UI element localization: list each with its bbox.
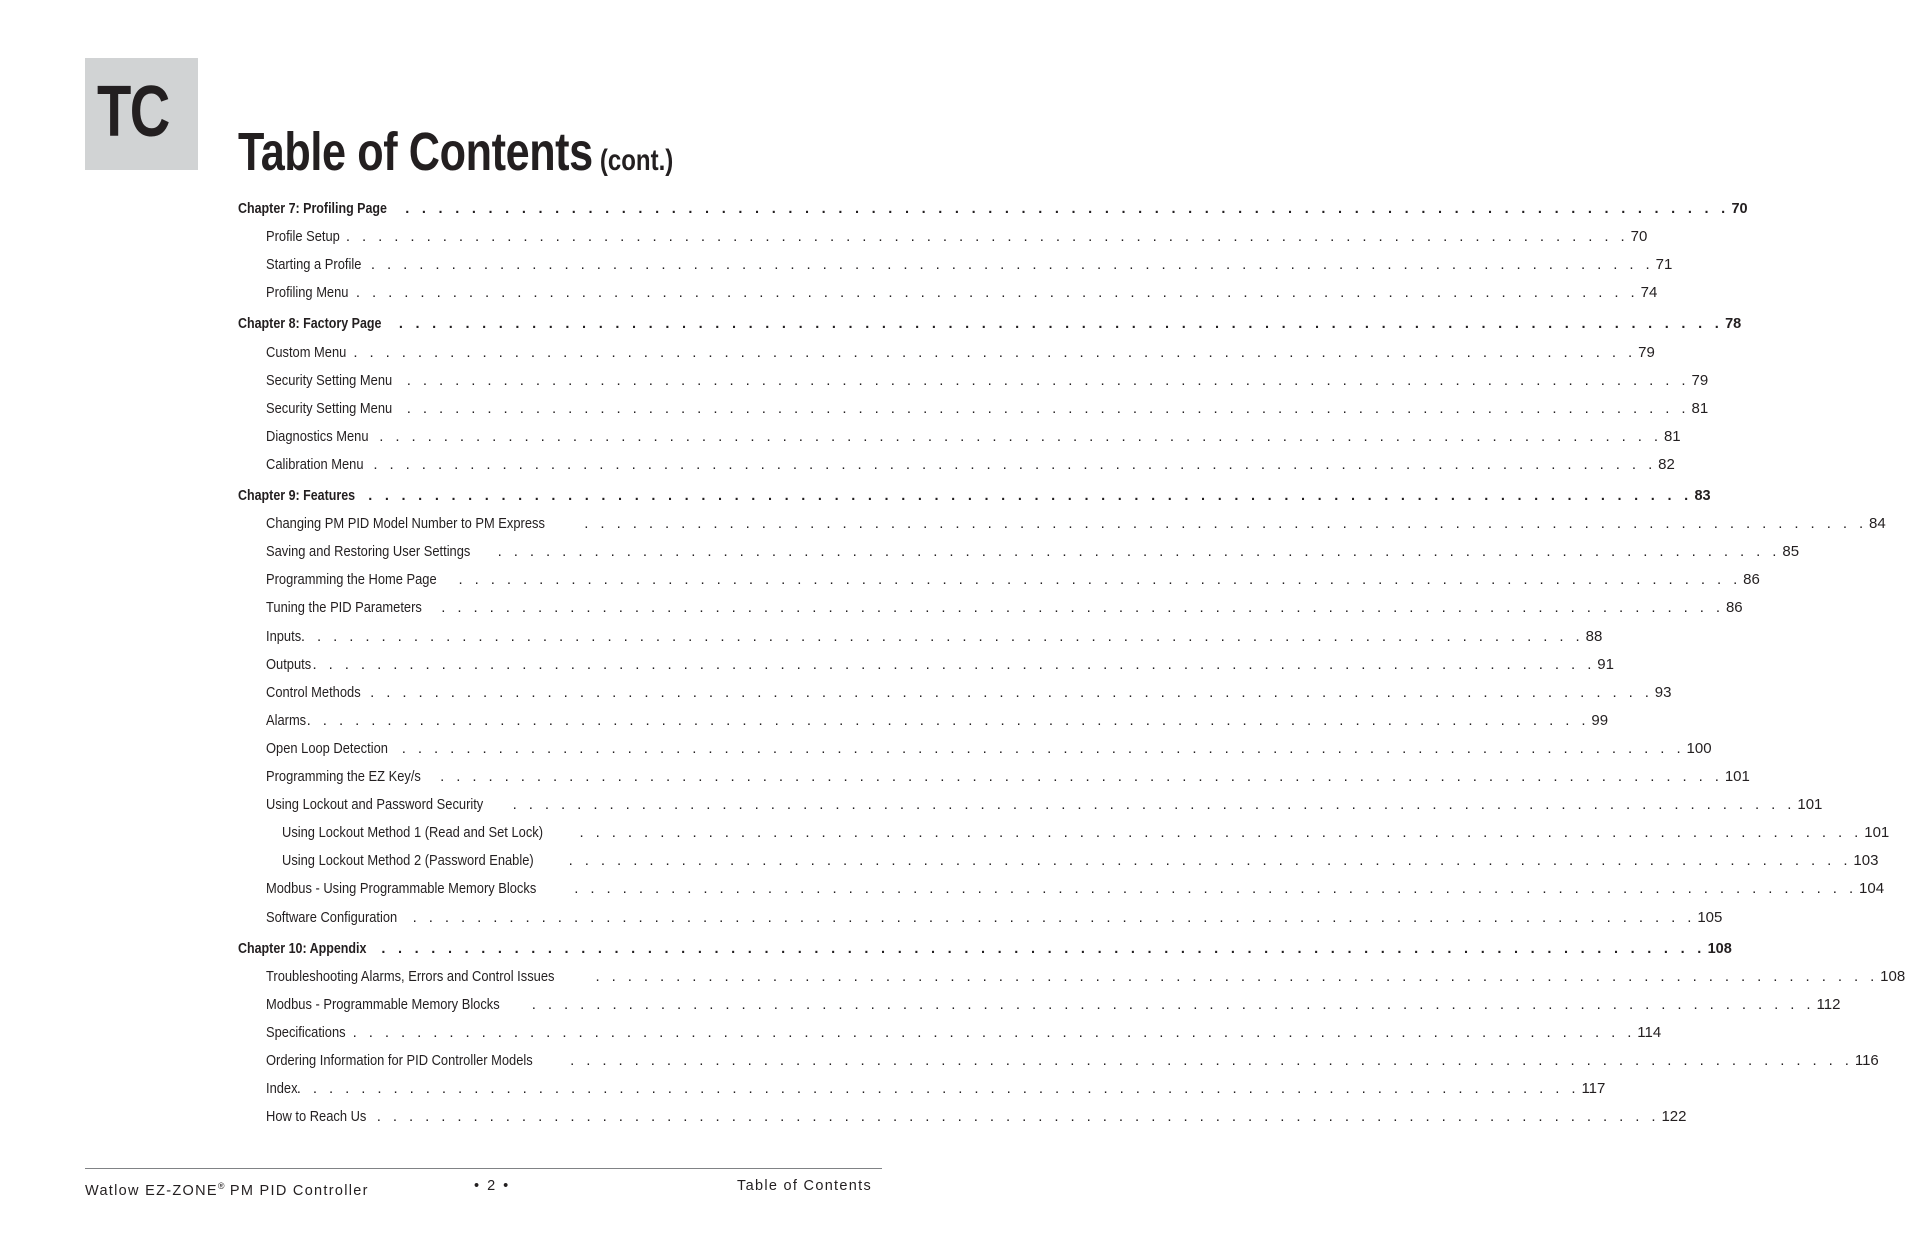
toc-entry-label: Control Methods	[266, 683, 361, 701]
toc-entry-page: 108	[1707, 940, 1732, 957]
toc-chapter-entry[interactable]	[238, 936, 1732, 962]
toc-section-entry[interactable]	[238, 652, 1614, 678]
toc-entry-label: Using Lockout Method 2 (Password Enable)	[282, 852, 534, 870]
dot-leader: . . . . . . . . . . . . . . . . . . . . . . . . . . . . . . . . . . . . . . . . . . . . . . . . . . . . . . . . . . . . . . . . . . . . . . . . . . . . . . . .	[306, 711, 1590, 729]
dot-leader: . . . . . . . . . . . . . . . . . . . . . . . . . . . . . . . . . . . . . . . . . . . . . . . . . . . . . . . . . . . . . . . . . . . . . . . . . . . . . . . .	[579, 824, 1863, 842]
chapter-badge-text: TC	[97, 72, 169, 152]
toc-entry-label: Using Lockout and Password Security	[266, 796, 484, 814]
dot-leader: . . . . . . . . . . . . . . . . . . . . . . . . . . . . . . . . . . . . . . . . . . . . . . . . . . . . . . . . . . . . . . . . . . . . . . . . . . . . . . . .	[531, 995, 1815, 1013]
toc-section-entry[interactable]	[238, 452, 1675, 478]
toc-section-entry[interactable]	[238, 252, 1673, 278]
dot-leader: . . . . . . . . . . . . . . . . . . . . . . . . . . . . . . . . . . . . . . . . . . . . . . . . . . . . . . . . . . . . . . . . . . . . . . . . . . . . . . . .	[373, 455, 1657, 473]
toc-entry-page: 108	[1880, 967, 1905, 985]
toc-section-entry[interactable]	[238, 876, 1885, 902]
toc-section-entry[interactable]	[238, 1020, 1662, 1046]
toc-section-entry[interactable]	[238, 624, 1603, 650]
toc-entry-page: 82	[1658, 455, 1675, 473]
toc-entry-page: 84	[1869, 515, 1886, 533]
dot-leader: . . . . . . . . . . . . . . . . . . . . . . . . . . . . . . . . . . . . . . . . . . . . . . . . . . . . . . . . . . . . . . . . . . . . . . . . . . . . . . . .	[574, 880, 1858, 898]
toc-section-entry[interactable]	[238, 905, 1723, 931]
toc-entry-page: 112	[1816, 995, 1841, 1013]
dot-leader: . . . . . . . . . . . . . . . . . . . . . . . . . . . . . . . . . . . . . . . . . . . . . . . . . . . . . . . . . . . . . . . . . . . . . . . . . . . . . . . .	[497, 543, 1781, 561]
toc-entry-page: 122	[1661, 1108, 1687, 1126]
toc-entry-page: 117	[1581, 1080, 1606, 1098]
dot-leader: . . . . . . . . . . . . . . . . . . . . . . . . . . . . . . . . . . . . . . . . . . . . . . . . . . . . . . . . . . . . . . . . . . . . . . . . . . . . . . . .	[376, 1108, 1660, 1126]
toc-entry-page: 93	[1654, 683, 1672, 701]
toc-entry-label: Chapter 10: Appendix	[238, 940, 367, 957]
toc-section-entry[interactable]	[238, 992, 1841, 1018]
toc-entry-label: Ordering Information for PID Controller Models	[266, 1052, 533, 1069]
footer-page-number: • 2 •	[474, 1178, 509, 1194]
toc-section-entry[interactable]	[238, 567, 1760, 593]
toc-entry-label: Chapter 8: Factory Page	[238, 316, 382, 333]
toc-entry-label: Saving and Restoring User Settings	[266, 543, 471, 561]
toc-entry-page: 103	[1853, 852, 1879, 870]
dot-leader: . . . . . . . . . . . . . . . . . . . . . . . . . . . . . . . . . . . . . . . . . . . . . . . . . . . . . . . . . . . . . . . . . . . . . . . . . . . . . . . .	[570, 1052, 1853, 1069]
dot-leader: . . . . . . . . . . . . . . . . . . . . . . . . . . . . . . . . . . . . . . . . . . . . . . . . . . . . . . . . . . . . . . . . . . . . . . . . . . . . . . . .	[352, 1023, 1636, 1041]
dot-leader: . . . . . . . . . . . . . . . . . . . . . . . . . . . . . . . . . . . . . . . . . . . . . . . . . . . . . . . . . . . . . . . . . . . . . . . . . . . . . . . .	[370, 683, 1653, 701]
dot-leader: . . . . . . . . . . . . . . . . . . . . . . . . . . . . . . . . . . . . . . . . . . . . . . . . . . . . . . . . . . . . . . . . . . . . . . . . . . . . . . . .	[345, 228, 1629, 246]
toc-section-entry[interactable]	[238, 368, 1709, 394]
toc-entry-label: Index	[266, 1080, 298, 1098]
toc-section-entry[interactable]	[238, 964, 1905, 990]
toc-entry-label: Profiling Menu	[266, 284, 349, 302]
toc-entry-label: Custom Menu	[266, 343, 347, 361]
toc-entry-page: 74	[1640, 284, 1658, 302]
toc-entry-page: 91	[1597, 655, 1614, 673]
toc-entry-label: Security Setting Menu	[266, 371, 393, 389]
dot-leader: . . . . . . . . . . . . . . . . . . . . . . . . . . . . . . . . . . . . . . . . . . . . . . . . . . . . . . . . . . . . . . . . . . . . . . . . . . . . . . . .	[379, 427, 1662, 445]
toc-section-entry[interactable]	[238, 424, 1681, 450]
toc-entry-page: 99	[1591, 711, 1609, 729]
toc-entry-page: 86	[1725, 599, 1743, 617]
dot-leader: . . . . . . . . . . . . . . . . . . . . . . . . . . . . . . . . . . . . . . . . . . . . . . . . . . . . . . . . . . . . . . . . . . . . . . . . . . . . . . . .	[595, 967, 1879, 985]
toc-section-entry[interactable]	[238, 680, 1672, 706]
toc-entry-page: 88	[1585, 627, 1603, 645]
toc-entry-label: Changing PM PID Model Number to PM Express	[266, 515, 545, 533]
toc-section-entry[interactable]	[238, 820, 1890, 846]
toc-section-entry[interactable]	[238, 595, 1743, 621]
toc-entry-label: Specifications	[266, 1023, 346, 1041]
dot-leader: . . . . . . . . . . . . . . . . . . . . . . . . . . . . . . . . . . . . . . . . . . . . . . . . . . . . . . . . . . . . . . . . . . . . . . . . . . . . . . . .	[568, 852, 1852, 870]
toc-entry-label: Programming the Home Page	[266, 571, 437, 589]
toc-entry-label: Modbus - Programmable Memory Blocks	[266, 995, 500, 1013]
toc-section-entry[interactable]	[238, 396, 1709, 422]
toc-section-entry[interactable]	[238, 708, 1609, 734]
dot-leader: . . . . . . . . . . . . . . . . . . . . . . . . . . . . . . . . . . . . . . . . . . . . . . . . . . . . . . . . . . . . . . . . . . . . . . . . . . . . . . . .	[381, 940, 1706, 957]
toc-entry-page: 104	[1859, 880, 1885, 898]
toc-entry-label: Using Lockout Method 1 (Read and Set Lock)	[282, 824, 544, 842]
toc-entry-label: Starting a Profile	[266, 256, 362, 274]
toc-section-entry[interactable]	[238, 764, 1750, 790]
toc-entry-label: Outputs	[266, 655, 312, 673]
dot-leader: . . . . . . . . . . . . . . . . . . . . . . . . . . . . . . . . . . . . . . . . . . . . . . . . . . . . . . . . . . . . . . . . . . . . . . . . . . . . . . . .	[405, 201, 1730, 217]
toc-chapter-entry[interactable]	[238, 483, 1711, 509]
toc-entry-page: 105	[1697, 908, 1723, 926]
toc-section-entry[interactable]	[238, 539, 1800, 565]
toc-entry-label: Alarms	[266, 711, 307, 729]
toc-section-entry[interactable]	[238, 1048, 1879, 1074]
toc-section-entry[interactable]	[238, 1104, 1687, 1130]
toc-section-entry[interactable]	[238, 511, 1886, 537]
toc-entry-label: Profile Setup	[266, 228, 340, 246]
dot-leader: . . . . . . . . . . . . . . . . . . . . . . . . . . . . . . . . . . . . . . . . . . . . . . . . . . . . . . . . . . . . . . . . . . . . . . . . . . . . . . . .	[353, 343, 1637, 361]
footer-section-name: Table of Contents	[737, 1178, 872, 1194]
toc-entry-page: 101	[1724, 768, 1750, 785]
toc-entry-label: Programming the EZ Key/s	[266, 768, 421, 785]
toc-section-entry[interactable]	[238, 848, 1879, 874]
dot-leader: . . . . . . . . . . . . . . . . . . . . . . . . . . . . . . . . . . . . . . . . . . . . . . . . . . . . . . . . . . . . . . . . . . . . . . . . . . . . . . . .	[355, 284, 1639, 302]
page-title	[238, 122, 673, 191]
toc-entry-page: 86	[1743, 571, 1760, 589]
dot-leader: . . . . . . . . . . . . . . . . . . . . . . . . . . . . . . . . . . . . . . . . . . . . . . . . . . . . . . . . . . . . . . . . . . . . . . . . . . . . . . . .	[441, 599, 1724, 617]
toc-entry-label: How to Reach Us	[266, 1108, 367, 1126]
toc-entry-label: Chapter 7: Profiling Page	[238, 201, 387, 217]
toc-section-entry[interactable]	[238, 792, 1823, 818]
dot-leader: . . . . . . . . . . . . . . . . . . . . . . . . . . . . . . . . . . . . . . . . . . . . . . . . . . . . . . . . . . . . . . . . . . . . . . . . . . . . . . . .	[406, 399, 1690, 417]
toc-entry-page: 101	[1797, 796, 1823, 814]
toc-entry-label: Troubleshooting Alarms, Errors and Control Issues	[266, 967, 555, 985]
toc-entry-page: 83	[1694, 488, 1711, 504]
toc-entry-page: 79	[1638, 343, 1655, 361]
dot-leader: . . . . . . . . . . . . . . . . . . . . . . . . . . . . . . . . . . . . . . . . . . . . . . . . . . . . . . . . . . . . . . . . . . . . . . . . . . . . . . . .	[300, 627, 1584, 645]
toc-entry-page: 70	[1630, 228, 1648, 246]
toc-entry-page: 85	[1782, 543, 1800, 561]
toc-entry-page: 78	[1725, 316, 1742, 333]
toc-section-entry[interactable]	[238, 280, 1658, 306]
toc-entry-page: 71	[1655, 256, 1673, 274]
toc-section-entry[interactable]	[238, 224, 1648, 250]
dot-leader: . . . . . . . . . . . . . . . . . . . . . . . . . . . . . . . . . . . . . . . . . . . . . . . . . . . . . . . . . . . . . . . . . . . . . . . . . . . . . . . .	[368, 488, 1693, 504]
toc-section-entry[interactable]	[238, 1076, 1606, 1102]
toc-entry-label: Open Loop Detection	[266, 739, 388, 757]
page-number: 2	[487, 1178, 496, 1194]
page-title-main: Table of Contents	[238, 122, 593, 182]
dot-leader: . . . . . . . . . . . . . . . . . . . . . . . . . . . . . . . . . . . . . . . . . . . . . . . . . . . . . . . . . . . . . . . . . . . . . . . . . . . . . . . .	[440, 768, 1723, 785]
toc-section-entry[interactable]	[238, 340, 1655, 366]
dot-leader: . . . . . . . . . . . . . . . . . . . . . . . . . . . . . . . . . . . . . . . . . . . . . . . . . . . . . . . . . . . . . . . . . . . . . . . . . . . . . . . .	[412, 908, 1696, 926]
toc-chapter-entry[interactable]	[238, 311, 1742, 337]
toc-section-entry[interactable]	[238, 736, 1712, 762]
toc-entry-label: Chapter 9: Features	[238, 488, 356, 504]
toc-entry-label: Security Setting Menu	[266, 399, 393, 417]
toc-entry-page: 81	[1663, 427, 1681, 445]
toc-entry-page: 114	[1637, 1023, 1662, 1041]
toc-entry-page: 79	[1691, 371, 1709, 389]
chapter-badge	[85, 58, 198, 170]
toc-entry-label: Diagnostics Menu	[266, 427, 369, 445]
dot-leader: . . . . . . . . . . . . . . . . . . . . . . . . . . . . . . . . . . . . . . . . . . . . . . . . . . . . . . . . . . . . . . . . . . . . . . . . . . . . . . . .	[406, 371, 1690, 389]
toc-entry-page: 70	[1731, 201, 1748, 217]
toc-entry-label: Tuning the PID Parameters	[266, 599, 422, 617]
toc-entry-page: 101	[1864, 824, 1890, 842]
toc-entry-label: Modbus - Using Programmable Memory Blocks	[266, 880, 537, 898]
dot-leader: . . . . . . . . . . . . . . . . . . . . . . . . . . . . . . . . . . . . . . . . . . . . . . . . . . . . . . . . . . . . . . . . . . . . . . . . . . . . . . . .	[458, 571, 1742, 589]
dot-leader: . . . . . . . . . . . . . . . . . . . . . . . . . . . . . . . . . . . . . . . . . . . . . . . . . . . . . . . . . . . . . . . . . . . . . . . . . . . . . . . .	[370, 256, 1654, 274]
dot-leader: . . . . . . . . . . . . . . . . . . . . . . . . . . . . . . . . . . . . . . . . . . . . . . . . . . . . . . . . . . . . . . . . . . . . . . . . . . . . . . . .	[296, 1080, 1580, 1098]
toc-entry-label: Inputs	[266, 627, 302, 645]
dot-leader: . . . . . . . . . . . . . . . . . . . . . . . . . . . . . . . . . . . . . . . . . . . . . . . . . . . . . . . . . . . . . . . . . . . . . . . . . . . . . . . .	[401, 739, 1685, 757]
dot-leader: . . . . . . . . . . . . . . . . . . . . . . . . . . . . . . . . . . . . . . . . . . . . . . . . . . . . . . . . . . . . . . . . . . . . . . . . . . . . . . . .	[312, 655, 1596, 673]
footer-divider	[85, 1168, 882, 1169]
toc-entry-page: 116	[1854, 1052, 1879, 1069]
toc-entry-page: 100	[1686, 739, 1712, 757]
dot-leader: . . . . . . . . . . . . . . . . . . . . . . . . . . . . . . . . . . . . . . . . . . . . . . . . . . . . . . . . . . . . . . . . . . . . . . . . . . . . . . . .	[584, 515, 1868, 533]
dot-leader: . . . . . . . . . . . . . . . . . . . . . . . . . . . . . . . . . . . . . . . . . . . . . . . . . . . . . . . . . . . . . . . . . . . . . . . . . . . . . . . .	[398, 316, 1724, 333]
footer-product-name: Watlow EZ-ZONE® PM PID Controller	[85, 1181, 369, 1199]
dot-leader: . . . . . . . . . . . . . . . . . . . . . . . . . . . . . . . . . . . . . . . . . . . . . . . . . . . . . . . . . . . . . . . . . . . . . . . . . . . . . . . .	[512, 796, 1796, 814]
toc-entry-page: 81	[1691, 399, 1709, 417]
page-title-suffix: (cont.)	[599, 144, 674, 177]
toc-entry-label: Calibration Menu	[266, 455, 364, 473]
registered-mark: ®	[217, 1181, 225, 1191]
toc-entry-label: Software Configuration	[266, 908, 398, 926]
toc-chapter-entry[interactable]	[238, 196, 1748, 222]
